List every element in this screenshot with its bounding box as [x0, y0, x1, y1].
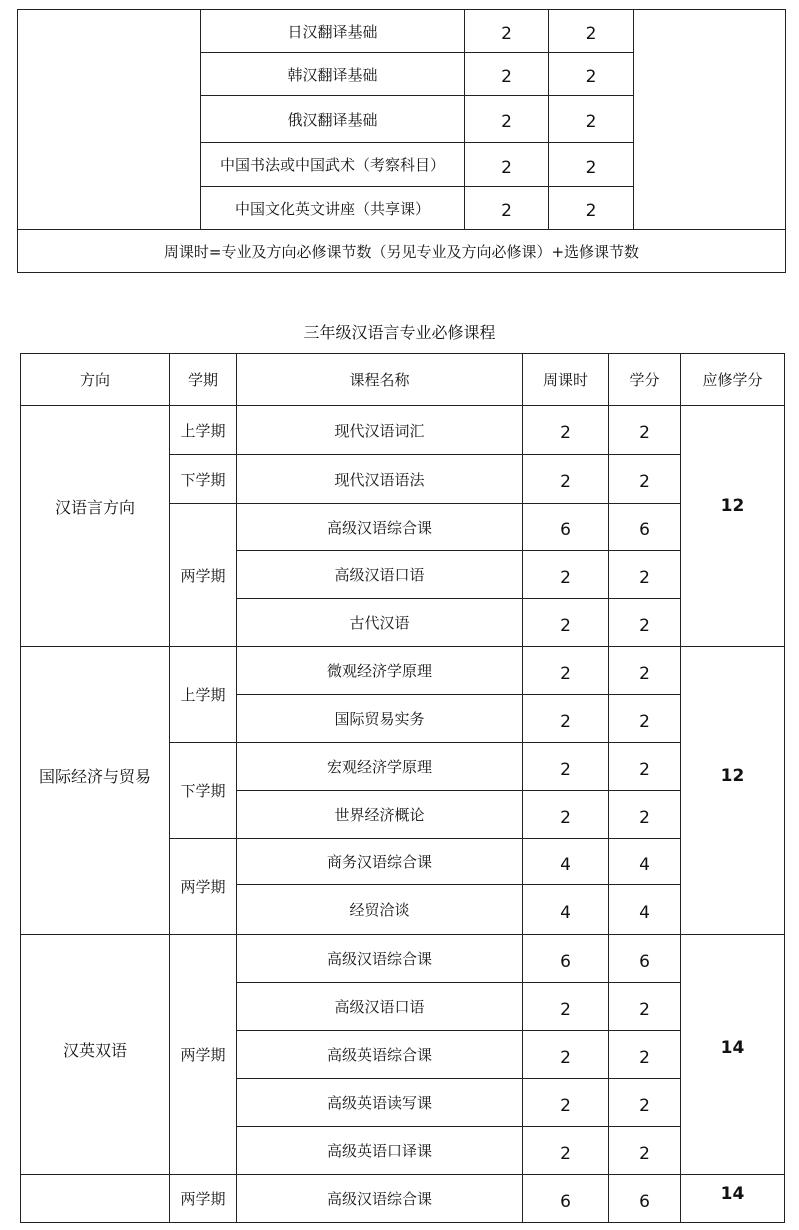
course-name: 中国文化英文讲座（共享课） — [201, 187, 465, 230]
credits: 2 — [609, 791, 681, 839]
course-name: 经贸洽谈 — [237, 885, 523, 935]
header-row — [21, 354, 785, 406]
header-required-credits: 应修学分 — [681, 354, 785, 406]
weekly-hours: 6 — [523, 504, 609, 551]
course-name: 宏观经济学原理 — [237, 743, 523, 791]
credits: 2 — [609, 455, 681, 504]
course-name: 古代汉语 — [237, 599, 523, 647]
footer-note: 周课时=专业及方向必修课节数（另见专业及方向必修课）+选修课节数 — [18, 230, 786, 273]
course-name: 高级汉语综合课 — [237, 935, 523, 983]
semester-cell: 下学期 — [170, 743, 237, 839]
course-name: 高级汉语口语 — [237, 983, 523, 1031]
weekly-hours: 2 — [523, 455, 609, 504]
course-name: 中国书法或中国武术（考察科目） — [201, 143, 465, 187]
course-name: 国际贸易实务 — [237, 695, 523, 743]
course-name: 高级英语口译课 — [237, 1127, 523, 1175]
credits: 2 — [609, 695, 681, 743]
credits: 6 — [609, 504, 681, 551]
course-name: 高级汉语综合课 — [237, 1175, 523, 1223]
course-name: 日汉翻译基础 — [201, 10, 465, 53]
semester-cell: 上学期 — [170, 647, 237, 743]
weekly-hours: 2 — [523, 599, 609, 647]
credits: 2 — [609, 1031, 681, 1079]
required-credits-cell: 14 — [681, 935, 785, 1175]
weekly-hours: 6 — [523, 1175, 609, 1223]
credits: 2 — [609, 599, 681, 647]
weekly-hours: 4 — [523, 885, 609, 935]
weekly-hours: 2 — [523, 1127, 609, 1175]
weekly-hours: 2 — [523, 406, 609, 455]
credits: 2 — [609, 1079, 681, 1127]
course-name: 商务汉语综合课 — [237, 839, 523, 885]
table-row — [21, 1175, 785, 1223]
course-name: 微观经济学原理 — [237, 647, 523, 695]
weekly-hours: 6 — [523, 935, 609, 983]
course-name: 高级汉语综合课 — [237, 504, 523, 551]
credits: 6 — [609, 1175, 681, 1223]
credits: 4 — [609, 839, 681, 885]
course-name: 俄汉翻译基础 — [201, 96, 465, 143]
course-name: 现代汉语词汇 — [237, 406, 523, 455]
weekly-hours: 2 — [523, 647, 609, 695]
credits: 4 — [609, 885, 681, 935]
weekly-hours: 2 — [523, 1031, 609, 1079]
direction-cell — [21, 1175, 170, 1223]
header-direction: 方向 — [21, 354, 170, 406]
required-courses-table — [20, 353, 785, 1223]
weekly-hours: 2 — [465, 10, 549, 53]
weekly-hours: 2 — [465, 53, 549, 96]
credits: 2 — [609, 647, 681, 695]
section-title: 三年级汉语言专业必修课程 — [303, 323, 496, 342]
semester-cell: 两学期 — [170, 839, 237, 935]
required-credits-cell: 12 — [681, 406, 785, 647]
credits: 2 — [549, 10, 634, 53]
table-row — [18, 10, 786, 53]
required-credits-cell: 12 — [681, 647, 785, 935]
credits: 2 — [609, 406, 681, 455]
table-row — [21, 406, 785, 455]
weekly-hours: 4 — [523, 839, 609, 885]
header-semester: 学期 — [170, 354, 237, 406]
elective-courses-table — [17, 9, 786, 273]
weekly-hours: 2 — [523, 551, 609, 599]
weekly-hours: 2 — [523, 983, 609, 1031]
credits: 2 — [549, 143, 634, 187]
weekly-hours: 2 — [465, 96, 549, 143]
table-footer-row — [18, 230, 786, 273]
credits: 2 — [609, 1127, 681, 1175]
table-row — [21, 935, 785, 983]
weekly-hours: 2 — [523, 743, 609, 791]
course-name: 现代汉语语法 — [237, 455, 523, 504]
credits: 2 — [609, 743, 681, 791]
semester-cell: 下学期 — [170, 455, 237, 504]
credits: 6 — [609, 935, 681, 983]
direction-cell: 汉语言方向 — [21, 406, 170, 647]
credits: 2 — [549, 96, 634, 143]
course-name: 高级英语读写课 — [237, 1079, 523, 1127]
semester-cell: 两学期 — [170, 504, 237, 647]
header-course-name: 课程名称 — [237, 354, 523, 406]
header-weekly-hours: 周课时 — [523, 354, 609, 406]
weekly-hours: 2 — [523, 695, 609, 743]
course-name: 高级英语综合课 — [237, 1031, 523, 1079]
empty-cell — [634, 10, 786, 230]
course-name: 韩汉翻译基础 — [201, 53, 465, 96]
empty-cell — [18, 10, 201, 230]
weekly-hours: 2 — [523, 791, 609, 839]
credits: 2 — [609, 551, 681, 599]
header-credits: 学分 — [609, 354, 681, 406]
course-name: 高级汉语口语 — [237, 551, 523, 599]
semester-cell: 上学期 — [170, 406, 237, 455]
credits: 2 — [549, 187, 634, 230]
credits: 2 — [609, 983, 681, 1031]
required-credits-cell: 14 — [681, 1175, 785, 1223]
course-name: 世界经济概论 — [237, 791, 523, 839]
semester-cell: 两学期 — [170, 935, 237, 1175]
credits: 2 — [549, 53, 634, 96]
weekly-hours: 2 — [465, 187, 549, 230]
weekly-hours: 2 — [465, 143, 549, 187]
direction-cell: 国际经济与贸易 — [21, 647, 170, 935]
semester-cell: 两学期 — [170, 1175, 237, 1223]
weekly-hours: 2 — [523, 1079, 609, 1127]
direction-cell: 汉英双语 — [21, 935, 170, 1175]
table-row — [21, 647, 785, 695]
